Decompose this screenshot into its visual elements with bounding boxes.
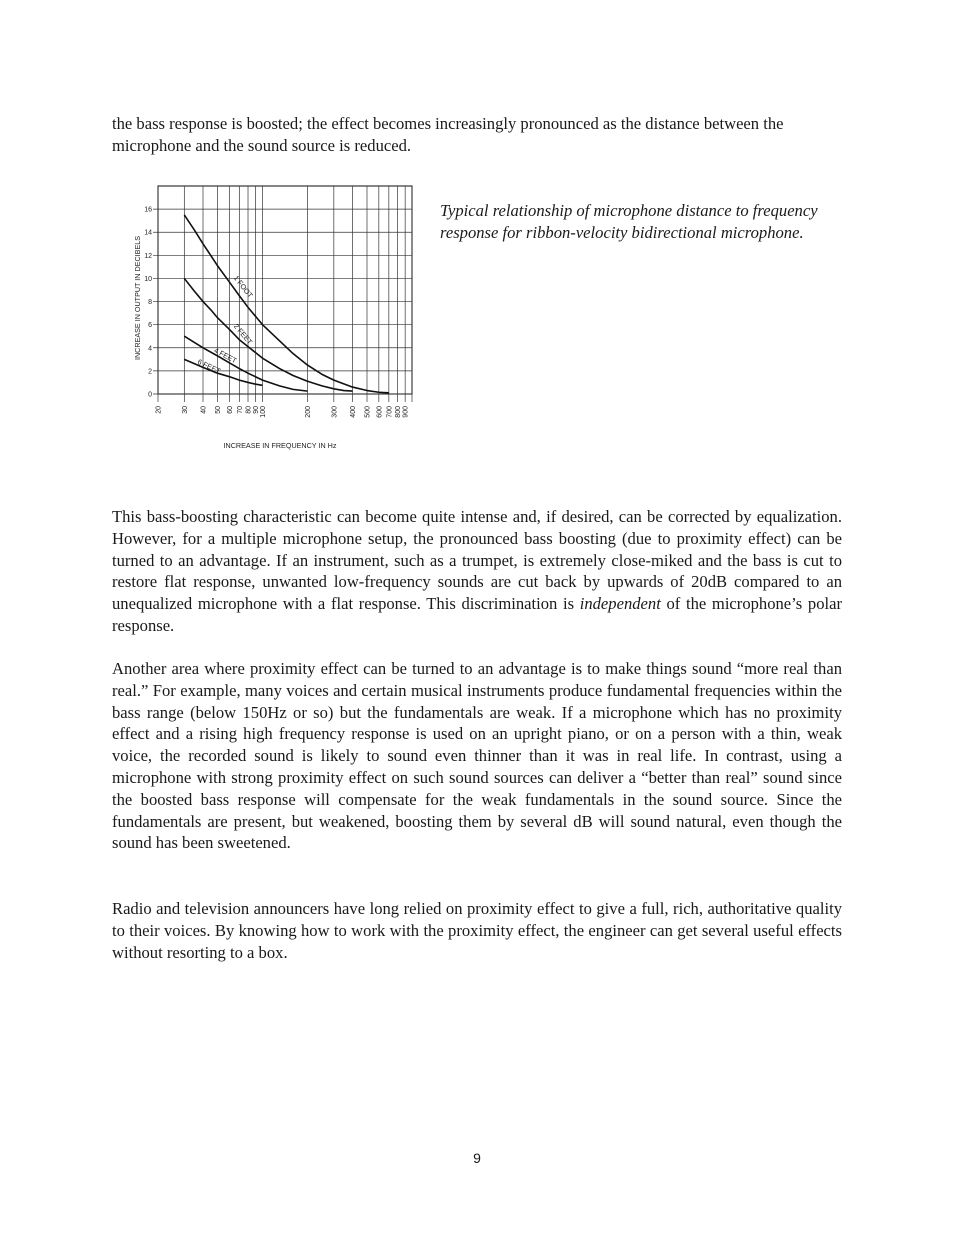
x-tick-label: 300 <box>331 406 339 418</box>
series-curve-2 <box>184 278 352 391</box>
x-tick-label: 800 <box>395 406 403 418</box>
x-tick-label: 60 <box>226 406 234 414</box>
y-tick-label: 10 <box>144 275 152 283</box>
plot-frame <box>158 186 412 394</box>
emphasis-independent: independent <box>579 594 661 614</box>
x-axis-label: INCREASE IN FREQUENCY IN Hz <box>223 441 337 450</box>
paragraph-bass-boosting-text: This bass-boosting characteristic can become quite intense and, if desired, can be corrected by equalization. However, for a multiple microphone setup, the pronounced bass boosting (due to proximity effect) can be turned to an advantage. If an instrument, such as a trumpet, is extremely close-miked and the bass is cut to restore flat response, unwanted low-frequency sounds are cut back by upwards of 20dB compared to an unequalized microphone with a flat response. This discrimination is <box>112 507 842 614</box>
x-tick-label: 100 <box>259 406 267 418</box>
frequency-response-chart <box>130 178 420 458</box>
paragraph-intro-text: the bass response is boosted; the effect becomes increasingly pronounced as the distance between the microphone and the sound source is reduced. <box>112 114 784 155</box>
x-tick-label: 90 <box>253 406 261 414</box>
paragraph-radio-text: Radio and television announcers have long relied on proximity effect to give a full, rich, authoritative quality to their voices. By knowing how to work with the proximity effect, the engineer can get several useful effects without resorting to a box. <box>112 899 842 962</box>
paragraph-intro <box>112 113 842 157</box>
series-label-3: 4 FEET <box>212 345 239 366</box>
y-tick-label: 8 <box>148 299 152 307</box>
y-tick-label: 16 <box>144 206 152 214</box>
x-tick-label: 50 <box>214 406 222 414</box>
paragraph-more-real <box>112 658 842 854</box>
x-tick-label: 600 <box>376 406 384 418</box>
x-tick-label: 400 <box>350 406 358 418</box>
paragraph-bass-boosting <box>112 506 842 637</box>
x-tick-label: 20 <box>155 406 163 414</box>
x-tick-label: 200 <box>305 406 313 418</box>
y-tick-label: 2 <box>148 368 152 376</box>
y-tick-label: 6 <box>148 322 152 330</box>
x-tick-label: 80 <box>245 406 253 414</box>
x-tick-label: 700 <box>386 406 394 418</box>
y-tick-label: 4 <box>148 345 152 353</box>
x-tick-label: 40 <box>200 406 208 414</box>
x-tick-label: 500 <box>364 406 372 418</box>
series-label-2: 2 FEET <box>231 321 255 347</box>
series-label-1: 1 FOOT <box>231 273 255 300</box>
y-axis-label: INCREASE IN OUTPUT IN DECIBELS <box>133 235 142 361</box>
y-tick-label: 12 <box>144 252 152 260</box>
x-tick-label: 30 <box>181 406 189 414</box>
page-number: 9 <box>473 1150 481 1166</box>
paragraph-more-real-text: Another area where proximity effect can be turned to an advantage is to make things sound “more real than real.” For example, many voices and certain musical instruments produce fundamental frequencies within the bass range (below 150Hz or so) but the fundamentals are weak. If a microphone which has no proximity effect and a rising high frequency response is used on an upright piano, or on a person with a thin, weak voice, the recorded sound is likely to sound even thinner than it was in real life. In contrast, using a microphone with strong proximity effect on such sound sources can deliver a “better than real” sound since the boosted bass response will compensate for the weak fundamentals in the sound source. Since the fundamentals are present, but weakened, boosting them by several dB will sound natural, even though the sound has been sweetened. <box>112 659 842 853</box>
y-tick-label: 14 <box>144 229 152 237</box>
x-tick-label: 70 <box>236 406 244 414</box>
proximity-effect-figure <box>130 178 420 458</box>
paragraph-radio <box>112 898 842 963</box>
series-label-4: 6 FEET <box>196 357 223 376</box>
figure-caption <box>440 200 840 244</box>
x-tick-label: 900 <box>402 406 410 418</box>
paragraph-bass-boosting-end: of the microphone’s polar response. <box>112 594 842 635</box>
figure-caption-text: Typical relationship of microphone distance to frequency response for ribbon-velocity bidirectional microphone. <box>440 201 818 242</box>
y-tick-label: 0 <box>148 391 152 399</box>
